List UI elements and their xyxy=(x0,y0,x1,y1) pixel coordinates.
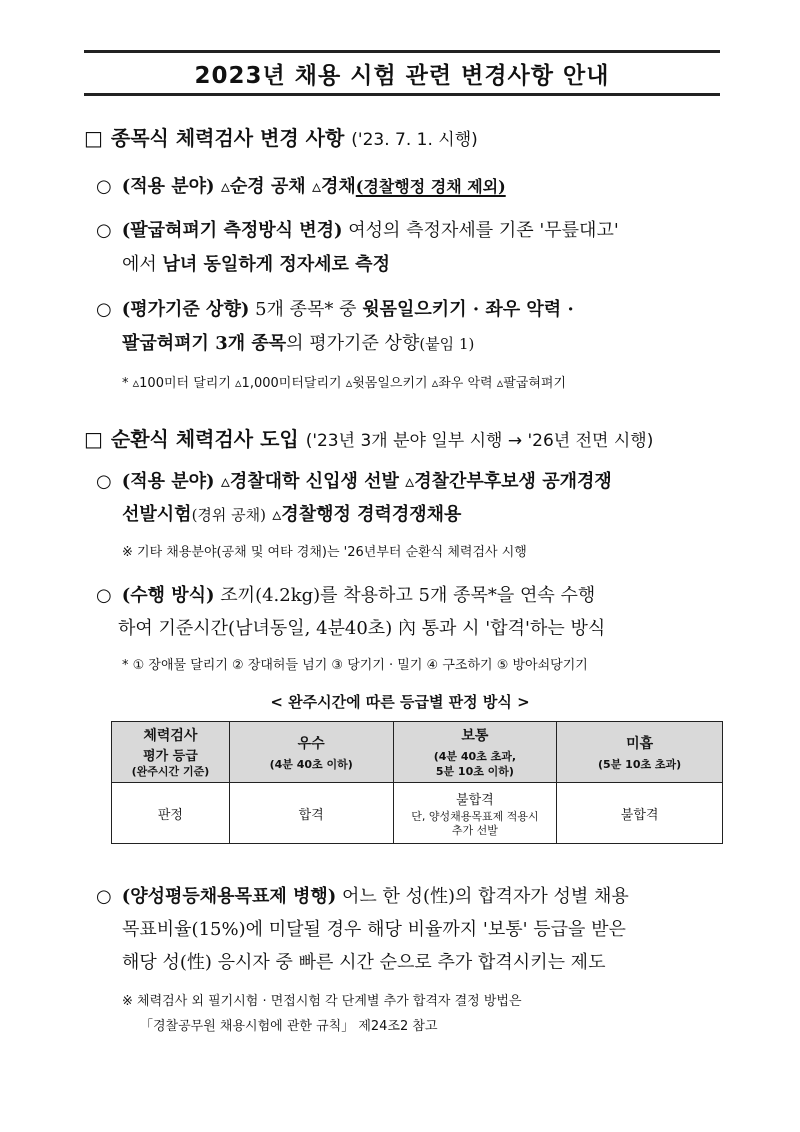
s2-bullet-method xyxy=(96,581,595,607)
s2-b2-label: (수행 방식) xyxy=(121,585,215,606)
s2-note2: * ① 장애물 달리기 ② 장대허들 넘기 ③ 당기기 · 밀기 ④ 구조하기 ⑤ 방아쇠당기기 xyxy=(122,658,588,673)
section1-box-icon: □ xyxy=(84,126,103,150)
section2-period: ('23년 3개 분야 일부 시행 → '26년 전면 시행) xyxy=(305,431,654,451)
section2-title: 순환식 체력검사 도입 xyxy=(110,427,299,451)
circle-bullet-icon: ○ xyxy=(96,299,112,320)
s2-b1-text: ▵경찰대학 신입생 선발 ▵경찰간부후보생 공개경쟁 xyxy=(214,471,612,492)
s2-b1-line2 xyxy=(122,500,461,526)
s2-b1-label: (적용 분야) xyxy=(121,471,215,492)
s3-text: 어느 한 성(性)의 합격자가 성별 채용 xyxy=(336,886,629,907)
cell-fail: 불합격 xyxy=(557,783,723,844)
s1-b2-text: 여성의 측정자세를 기존 '무릎대고' xyxy=(342,220,619,241)
s1-b2-line2b: 남녀 동일하게 정자세로 측정 xyxy=(162,254,390,275)
s1-b3-line2a: 팔굽혀펴기 3개 종목 xyxy=(122,333,287,354)
s3-note1: ※ 체력검사 외 필기시험 · 면접시험 각 단계별 추가 합격자 결정 방법은 xyxy=(122,994,522,1009)
s1-b2-label: (팔굽혀펴기 측정방식 변경) xyxy=(121,220,343,241)
circle-bullet-icon: ○ xyxy=(96,585,112,606)
row-label-judgment: 판정 xyxy=(112,783,230,844)
s3-line2: 목표비율(15%)에 미달될 경우 해당 비율까지 '보통' 등급을 받은 xyxy=(122,919,626,940)
header-cell-criteria: 체력검사 평가 등급 (완주시간 기준) xyxy=(112,722,230,783)
grade-table xyxy=(111,721,723,844)
table-header-row xyxy=(112,722,723,783)
section1-period: ('23. 7. 1. 시행) xyxy=(351,130,478,150)
section2-heading xyxy=(84,423,653,452)
circle-bullet-icon: ○ xyxy=(96,220,112,241)
circle-bullet-icon: ○ xyxy=(96,886,112,907)
circle-bullet-icon: ○ xyxy=(96,471,112,492)
header-cell-excellent: 우수 (4분 40초 이하) xyxy=(229,722,393,783)
section1-heading xyxy=(84,122,478,151)
table-row xyxy=(112,783,723,844)
cell-pass: 합격 xyxy=(229,783,393,844)
s2-b1-line2b: (경위 공채) xyxy=(191,506,266,524)
s2-bullet-apply xyxy=(96,467,612,493)
s1-bullet-apply xyxy=(96,172,506,198)
s3-label: (양성평등채용목표제 병행) xyxy=(121,886,337,907)
cell-normal-result: 불합격 단, 양성채용목표제 적용시 추가 선발 xyxy=(393,783,557,844)
s3-line3: 해당 성(性) 응시자 중 빠른 시간 순으로 추가 합격시키는 제도 xyxy=(122,952,606,973)
page-title-banner xyxy=(84,50,720,96)
section1-title: 종목식 체력검사 변경 사항 xyxy=(110,126,345,150)
s1-b1-label: (적용 분야) xyxy=(121,176,215,197)
s2-note1: ※ 기타 채용분야(공채 및 여타 경채)는 '26년부터 순환식 체력검사 시행 xyxy=(122,545,527,560)
header-cell-poor: 미흡 (5분 10초 초과) xyxy=(557,722,723,783)
s2-b2-line2: 하여 기준시간(남녀동일, 4분40초) 內 통과 시 '합격'하는 방식 xyxy=(118,618,606,639)
s1-footnote: * ▵100미터 달리기 ▵1,000미터달리기 ▵윗몸일으키기 ▵좌우 악력 ▵팔굽혀펴기 xyxy=(122,376,567,391)
header-cell-normal: 보통 (4분 40초 초과, 5분 10초 이하) xyxy=(393,722,557,783)
s1-b3-line2 xyxy=(122,329,474,355)
section2-box-icon: □ xyxy=(84,427,103,451)
s1-b3-line2b: 의 평가기준 상향 xyxy=(286,333,420,354)
s1-b1-text: ▵순경 공채 ▵경채 xyxy=(214,176,356,197)
s1-b2-line2a: 에서 xyxy=(122,254,163,275)
circle-bullet-icon: ○ xyxy=(96,176,112,197)
s1-b3-label: (평가기준 상향) xyxy=(121,299,250,320)
s1-b1-exception: (경찰행정 경채 제외) xyxy=(355,177,506,196)
s3-bullet-gender-goal xyxy=(96,882,629,908)
table-caption: < 완주시간에 따른 등급별 판정 방식 > xyxy=(270,693,530,711)
s2-b1-line2a: 선발시험 xyxy=(122,504,192,525)
s1-bullet-criteria xyxy=(96,295,574,321)
s1-bullet-pushup xyxy=(96,216,619,242)
s2-b2-text: 조끼(4.2kg)를 착용하고 5개 종목*을 연속 수행 xyxy=(214,585,596,606)
s2-b1-line2c: ▵경찰행정 경력경쟁채용 xyxy=(266,504,462,525)
s3-note2: 「경찰공무원 채용시험에 관한 규칙」 제24조2 참고 xyxy=(140,1019,438,1034)
s1-b3-text1: 5개 종목* 중 xyxy=(249,299,363,320)
s1-b3-text2: 윗몸일으키기 · 좌우 악력 · xyxy=(362,299,574,320)
s1-b2-line2 xyxy=(122,250,390,276)
s1-b3-line2c: (붙임 1) xyxy=(419,335,475,353)
page-title: 2023년 채용 시험 관련 변경사항 안내 xyxy=(194,62,610,89)
